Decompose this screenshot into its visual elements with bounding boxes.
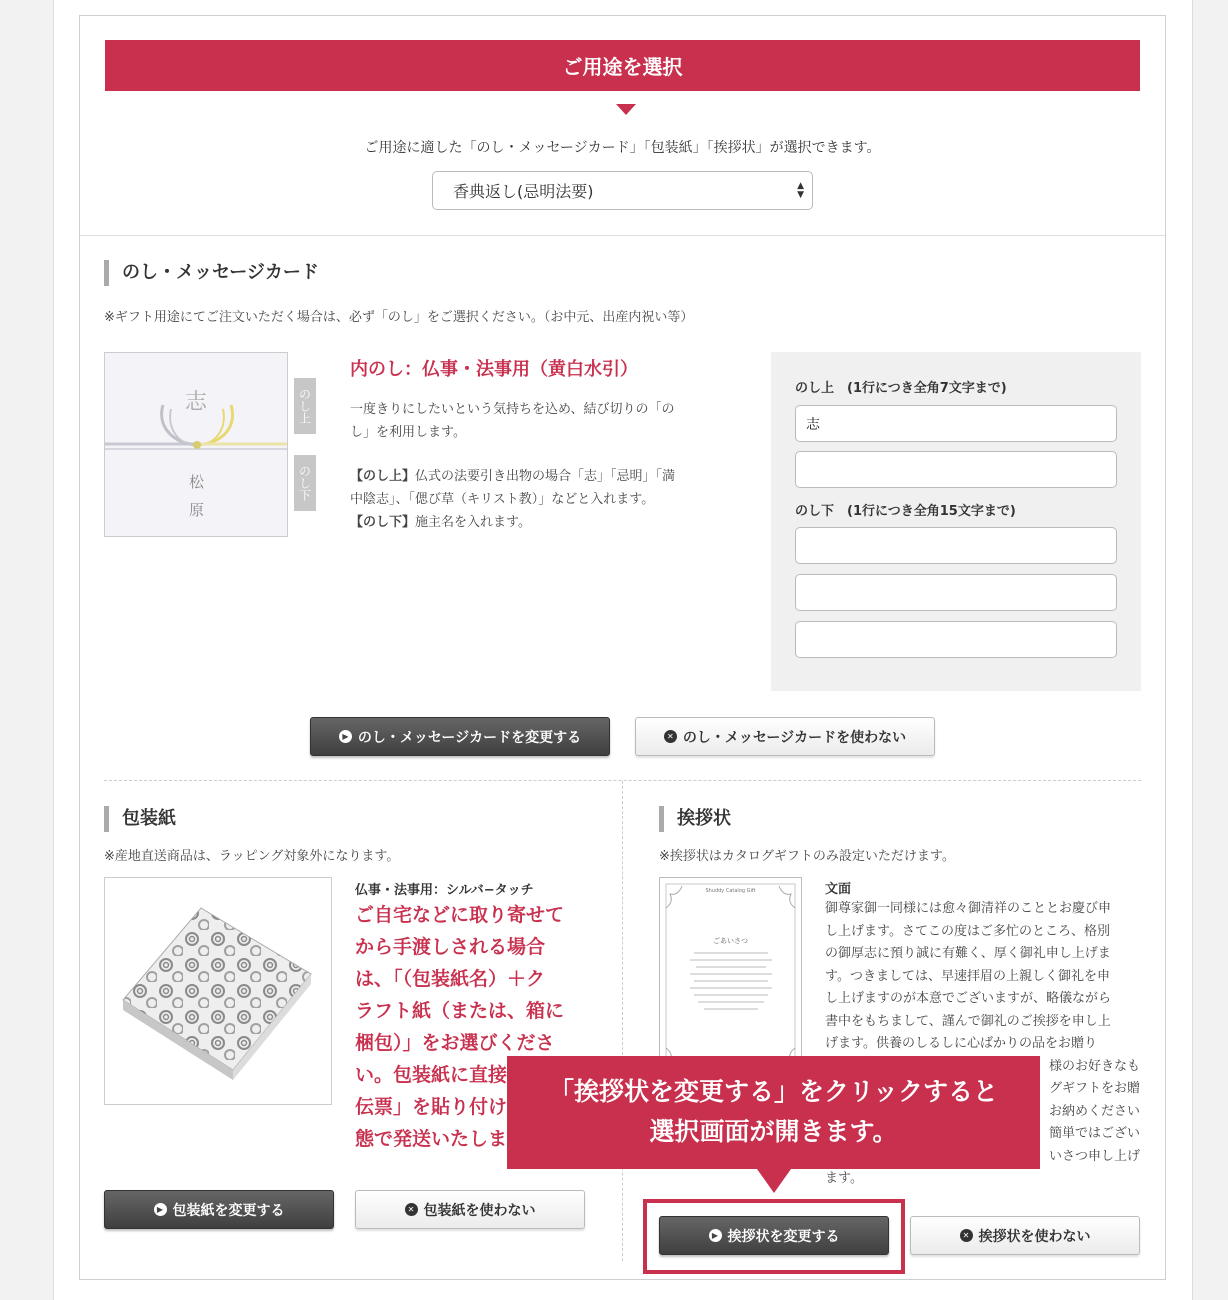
header-title: ご用途を選択: [562, 55, 683, 79]
noshi-name-2: 原: [189, 501, 205, 519]
noshi-section-title: のし・メッセージカード: [104, 260, 319, 286]
callout-line-2: 選択画面が開きます。: [649, 1117, 898, 1146]
wrapping-box-illustration: [105, 878, 331, 1104]
letter-border-illustration: [660, 878, 801, 1076]
noshi-lower-field-2[interactable]: [795, 574, 1117, 611]
instruction-callout: [507, 1056, 1040, 1169]
letter-text: 御尊家御一同様には愈々御清祥のこととお慶び申 し上げます。さてこの度はご多忙のところ、格別 の御厚志に預り誠に有難く、厚く御礼申し上げま す。つきましては、早速拝眉の上親しく御礼を申 し上げますのが本意でございますが、略儀ながら 書中をもちまして、謹んで御礼のご挨拶を申し上 げます。供養のしるしに心ばかりの品をお贈り 様のお好きなも グギフトをお贈 お納めください 簡単ではござい いさつ申し上げ ます。: [825, 901, 1140, 1186]
callout-arrow-icon: [757, 1169, 791, 1193]
remove-wrapping-button[interactable]: [355, 1190, 585, 1229]
usage-select[interactable]: [432, 171, 813, 210]
noshi-desc-line: 中陰志」、「偲び草（キリスト教）」などと入れます。: [350, 492, 655, 507]
noshi-upper-text: 志: [185, 390, 208, 415]
noshi-lower-label: のし下 (1行につき全角15文字まで): [795, 504, 1016, 519]
remove-letter-label: 挨拶状を使わない: [978, 1228, 1091, 1245]
wrapping-section-title: 包装紙: [104, 806, 176, 832]
remove-letter-button[interactable]: [910, 1216, 1140, 1255]
letter-image: [659, 877, 802, 1077]
letter-image-header: Shuddy Catalog Gift: [705, 888, 756, 894]
remove-noshi-button[interactable]: [635, 717, 935, 756]
play-icon: ▶: [154, 1203, 167, 1216]
change-noshi-button[interactable]: [310, 717, 610, 756]
noshi-upper-label: のし上 (1行につき全角7文字まで): [795, 381, 1007, 396]
close-icon: ✕: [960, 1229, 973, 1242]
noshi-image: [104, 352, 288, 537]
letter-section-title: 挨拶状: [659, 806, 731, 832]
close-icon: ✕: [664, 730, 677, 743]
change-letter-label: 挨拶状を変更する: [727, 1228, 840, 1245]
noshi-upper-field-1[interactable]: 志: [795, 405, 1117, 442]
letter-image-title: ごあいさつ: [713, 937, 748, 945]
close-icon: ✕: [405, 1203, 418, 1216]
noshi-heading: 内のし：仏事・法事用（黄白水引）: [350, 359, 638, 380]
callout-line-1: 「挨拶状を変更する」をクリックすると: [548, 1077, 998, 1106]
noshi-lower-field-1[interactable]: [795, 527, 1117, 564]
divider: [80, 235, 1165, 236]
noshi-lower-field-3[interactable]: [795, 621, 1117, 658]
noshi-name-1: 松: [189, 473, 205, 491]
wrapping-note: ※産地直送商品は、ラッピング対象外になります。: [104, 849, 400, 864]
letter-label: 文面: [825, 882, 852, 897]
letter-note: ※挨拶状はカタログギフトのみ設定いただけます。: [659, 849, 955, 864]
noshi-desc-line: し」を利用します。: [350, 425, 466, 440]
change-wrapping-button[interactable]: [104, 1190, 334, 1229]
section-header: [105, 40, 1140, 91]
intro-text: ご用途に適した「のし・メッセージカード」「包装紙」「挨拶状」が選択できます。: [364, 140, 881, 156]
remove-noshi-label: のし・メッセージカードを使わない: [682, 729, 907, 746]
noshi-note: ※ギフト用途にてご注文いただく場合は、必ず「のし」をご選択ください。（お中元、出産内祝い等）: [104, 310, 694, 325]
noshi-desc-line: 【のし下】施主名を入れます。: [350, 515, 531, 530]
play-icon: ▶: [709, 1229, 722, 1242]
noshi-desc-line: 【のし上】仏式の法要引き出物の場合「志」「忌明」「満: [350, 469, 676, 484]
change-wrapping-label: 包装紙を変更する: [172, 1202, 285, 1219]
select-caret-icon: ▲ ▼: [797, 181, 804, 200]
usage-select-value: 香典返し(忌明法要): [453, 182, 594, 201]
play-icon: ▶: [339, 730, 352, 743]
change-noshi-label: のし・メッセージカードを変更する: [357, 729, 582, 746]
tag-noshi-upper: のし上: [294, 378, 316, 434]
remove-wrapping-label: 包装紙を使わない: [423, 1202, 536, 1219]
tag-noshi-lower: のし下: [294, 455, 316, 511]
highlight-box: [643, 1199, 905, 1274]
wrapping-image: [104, 877, 332, 1105]
noshi-upper-field-2[interactable]: [795, 451, 1117, 488]
column-divider: [622, 781, 623, 1261]
wrapping-notice: ご自宅などに取り寄せて から手渡しされる場合 は、「（包装紙名）＋ク ラフト紙（または、箱に 梱包）」をお選びくださ い。包装紙に直接 伝票」を貼り付け 態で発送いたしま: [355, 904, 565, 1150]
noshi-description: [350, 398, 730, 534]
header-arrow-icon: [616, 104, 636, 115]
noshi-desc-line: 一度きりにしたいという気持ちを込め、結び切りの「の: [350, 402, 675, 417]
wrapping-label: 仏事・法事用：シルバ−タッチ: [355, 883, 534, 898]
